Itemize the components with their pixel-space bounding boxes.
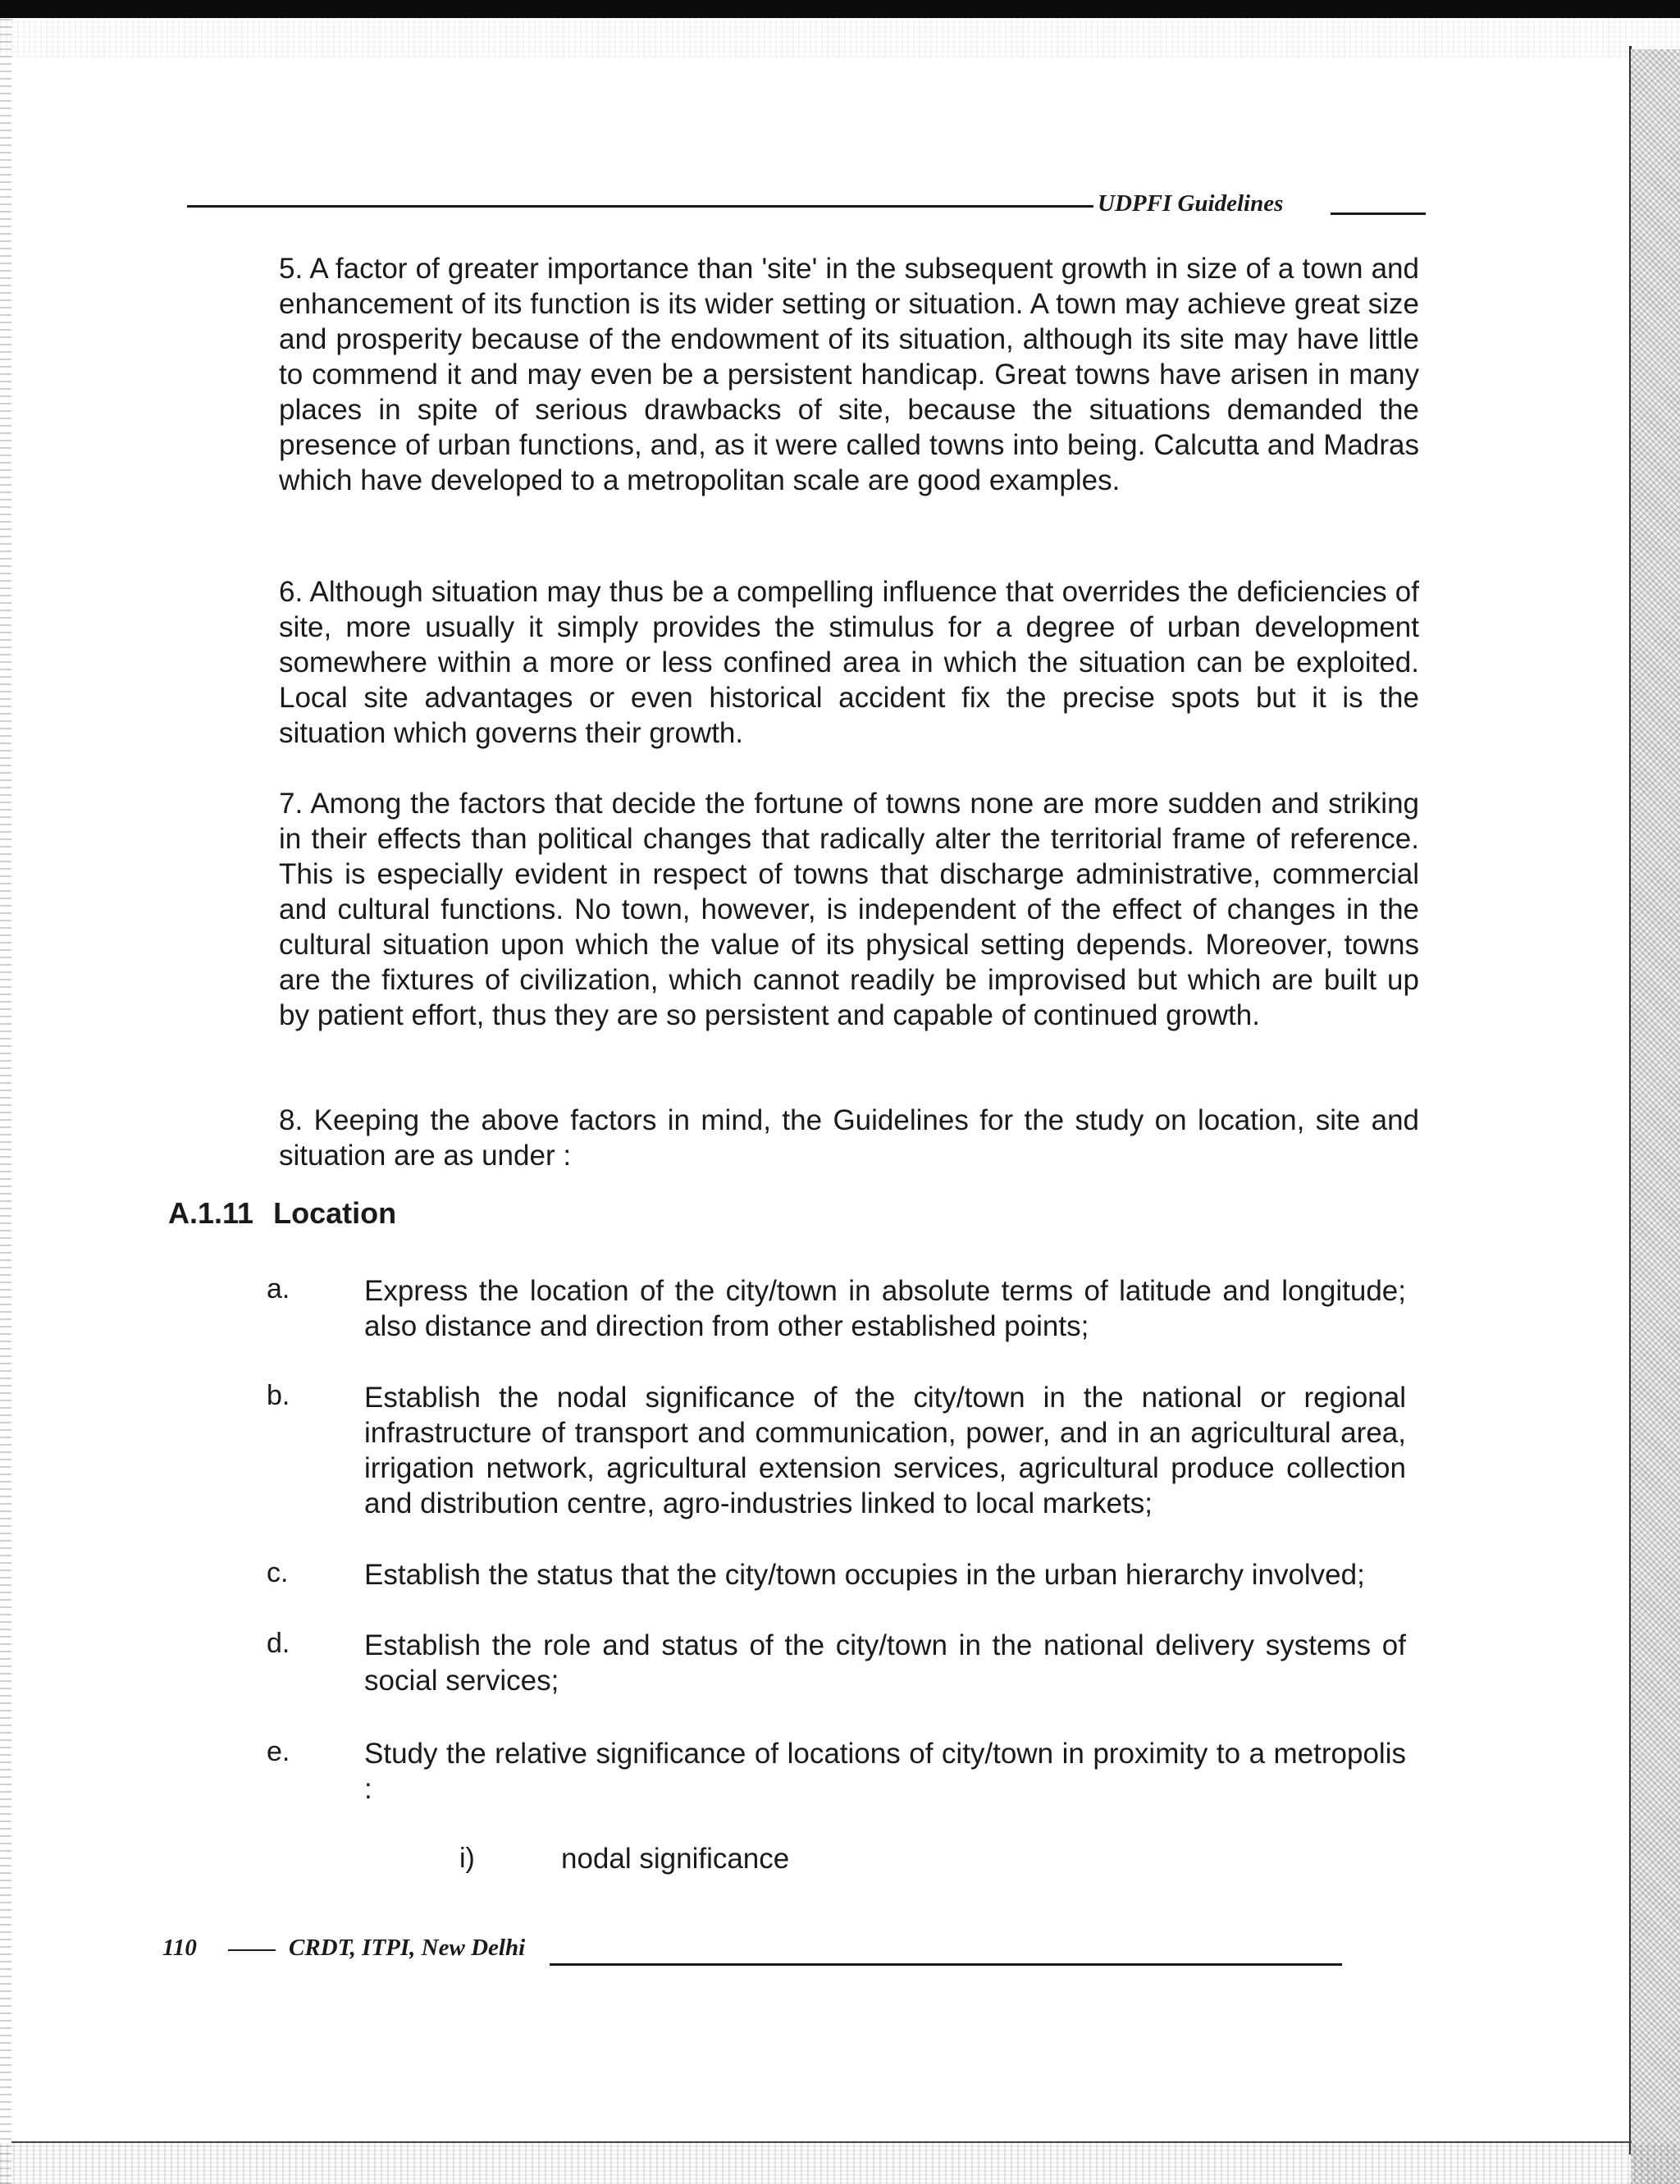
section-heading <box>168 1196 396 1231</box>
scan-noise-bottom <box>0 2143 1680 2184</box>
scan-top-edge <box>0 0 1680 18</box>
list-item-marker: e. <box>267 1736 290 1767</box>
scan-noise-top <box>0 18 1680 57</box>
list-item-text: Establish the status that the city/town occupies in the urban hierarchy involved; <box>364 1559 1365 1591</box>
paragraph-6: 6. Although situation may thus be a compelling influence that overrides the deficiencies of site, more usually it simply provides the stimulus for a degree of urban development somewhere within a more or less confined area in which the situation can be exploited. Local site advantages or even historical accident fix the precise spots but it is the situation which governs their growth. <box>279 576 1419 749</box>
list-item-text: Study the relative significance of locations of city/town in proximity to a metropolis : <box>364 1738 1406 1805</box>
footer-publisher: CRDT, ITPI, New Delhi <box>289 1935 526 1961</box>
footer-rule <box>550 1963 1342 1966</box>
list-item-marker: b. <box>267 1380 290 1411</box>
sub-item-text: nodal significance <box>561 1843 790 1875</box>
page-number: 110 <box>162 1935 197 1961</box>
list-item-marker: a. <box>267 1273 290 1304</box>
scan-right-margin <box>1631 49 1680 2184</box>
header-rule-right <box>1331 212 1426 215</box>
list-item-marker: c. <box>267 1557 289 1588</box>
list-item-text: Express the location of the city/town in absolute terms of latitude and longitude; also distance and direction from other established points; <box>364 1275 1406 1342</box>
footer-dash <box>228 1949 276 1951</box>
sub-item-marker: i) <box>459 1843 475 1874</box>
running-header-title: UDPFI Guidelines <box>1098 190 1284 217</box>
section-title: Location <box>273 1196 397 1230</box>
section-number: A.1.11 <box>168 1196 254 1230</box>
paragraph-8: 8. Keeping the above factors in mind, the Guidelines for the study on location, site and situation are as under : <box>279 1104 1419 1172</box>
paragraph-7: 7. Among the factors that decide the fortune of towns none are more sudden and striking in their effects than political changes that radically alter the territorial frame of reference. This is especially evident in respect of towns that discharge administrative, commercial and cultural functions. No town, however, is independent of the effect of changes in the cultural situation upon which the value of its physical setting depends. Moreover, towns are the fixtures of civilization, which cannot readily be improvised but which are built up by patient effort, thus they are so persistent and capable of continued growth. <box>279 788 1419 1031</box>
list-item-marker: d. <box>267 1628 290 1659</box>
list-item-text: Establish the role and status of the city/town in the national delivery systems of social services; <box>364 1629 1406 1697</box>
list-item-text: Establish the nodal significance of the city/town in the national or regional infrastructure of transport and communication, power, and in an agricultural area, irrigation network, agricultural extension services, agricultural produce collection and distribution centre, agro-industries linked to local markets; <box>364 1382 1406 1519</box>
header-rule-left <box>187 205 1093 208</box>
paragraph-5: 5. A factor of greater importance than 'site' in the subsequent growth in size of a town and enhancement of its function is its wider setting or situation. A town may achieve great size and prosperity because of the endowment of its situation, although its site may have little to commend it and may even be a persistent handicap. Great towns have arisen in many places in spite of serious drawbacks of site, because the situations demanded the presence of urban functions, and, as it were called towns into being. Calcutta and Madras which have developed to a metropolitan scale are good examples. <box>279 253 1419 496</box>
scan-left-edge <box>0 18 11 2184</box>
